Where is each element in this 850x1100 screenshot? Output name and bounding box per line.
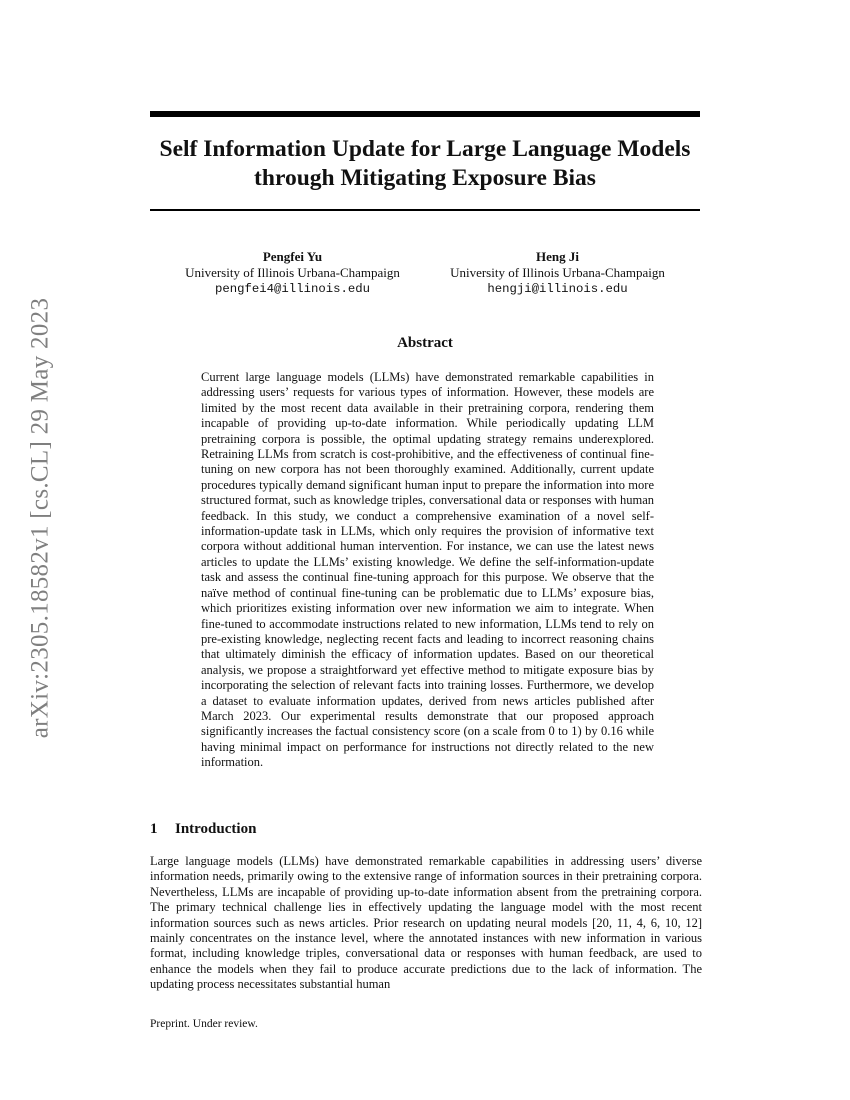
introduction-text: Large language models (LLMs) have demonstrated remarkable capabilities in addressing users’ diverse information needs, primarily owing to the extensive range of information sources in their pretraining corpora. Nevertheless, LLMs are incapable of providing up-to-date information absent from the pretraining corpora. The primary technical challenge lies in effectively updating the language model with the most recent information sources such as news articles. Prior research on updating neural models [20, 11, 4, 6, 10, 12] mainly concentrates on the instance level, where the annotated instances with new information in various format, including knowledge triples, conversational data or responses with human feedback, are used to enhance the models when they fail to produce accurate predictions due to the lack of information. The updating process necessitates substantial human — [150, 854, 702, 992]
author-affiliation: University of Illinois Urbana-Champaign — [450, 265, 665, 280]
section-title: Introduction — [175, 821, 257, 837]
title-top-rule — [150, 111, 700, 117]
author-name: Heng Ji — [536, 249, 579, 264]
arxiv-identifier — [20, 258, 60, 778]
section-heading — [150, 821, 256, 838]
title-bottom-rule — [150, 209, 700, 211]
author-block-2 — [430, 249, 685, 297]
preprint-footnote: Preprint. Under review. — [150, 1018, 258, 1030]
abstract-heading: Abstract — [397, 335, 453, 351]
author-affiliation: University of Illinois Urbana-Champaign — [185, 265, 400, 280]
section-number: 1 — [150, 821, 158, 837]
abstract-text: Current large language models (LLMs) have demonstrated remarkable capabilities in addressing users’ requests for various types of information. However, these models are limited by the most recent data available in their pretraining corpora, rendering them incapable of providing up-to-date information. While periodically updating LLM pretraining corpora is possible, the optimal updating strategy remains underexplored. Retraining LLMs from scratch is cost-prohibitive, and the effectiveness of continual fine-tuning on new corpora has not been thoroughly examined. Additionally, current update procedures typically demand significant human input to prepare the information into more structured format, such as knowledge triples, conversational data or responses with human feedback. In this study, we conduct a comprehensive examination of a novel self-information-update task in LLMs, which only requires the provision of informative text corpora without additional human intervention. For instance, we can use the latest news articles to update the LLMs’ existing knowledge. We define the self-information-update task and assess the continual fine-tuning approach for this purpose. We observe that the naïve method of continual fine-tuning can be problematic due to LLMs’ exposure bias, which prioritizes existing information over new information we aim to integrate. When fine-tuned to accommodate instructions related to new information, LLMs tend to rely on pre-existing knowledge, neglecting recent facts and leading to incorrect reasoning chains that ultimately diminish the efficacy of information updates. Based on our theoretical analysis, we propose a straightforward yet effective method to mitigate exposure bias by incorporating the selection of relevant facts into training losses. Furthermore, we develop a dataset to evaluate information updates, derived from news articles published after March 2023. Our experimental results demonstrate that our proposed approach significantly increases the factual consistency score (on a scale from 0 to 1) by 0.16 while having minimal impact on performance for instructions not directly related to the new information. — [201, 370, 654, 770]
author-block-1 — [165, 249, 420, 297]
author-email[interactable]: pengfei4@illinois.edu — [215, 282, 370, 296]
title-line-1: Self Information Update for Large Language Models — [159, 136, 691, 162]
author-name: Pengfei Yu — [262, 249, 323, 264]
paper-title — [150, 135, 700, 193]
arxiv-identifier-text: arXiv:2305.18582v1 [cs.CL] 29 May 2023 — [26, 297, 54, 739]
author-email[interactable]: hengji@illinois.edu — [487, 282, 628, 296]
title-line-2: through Mitigating Exposure Bias — [254, 165, 596, 191]
